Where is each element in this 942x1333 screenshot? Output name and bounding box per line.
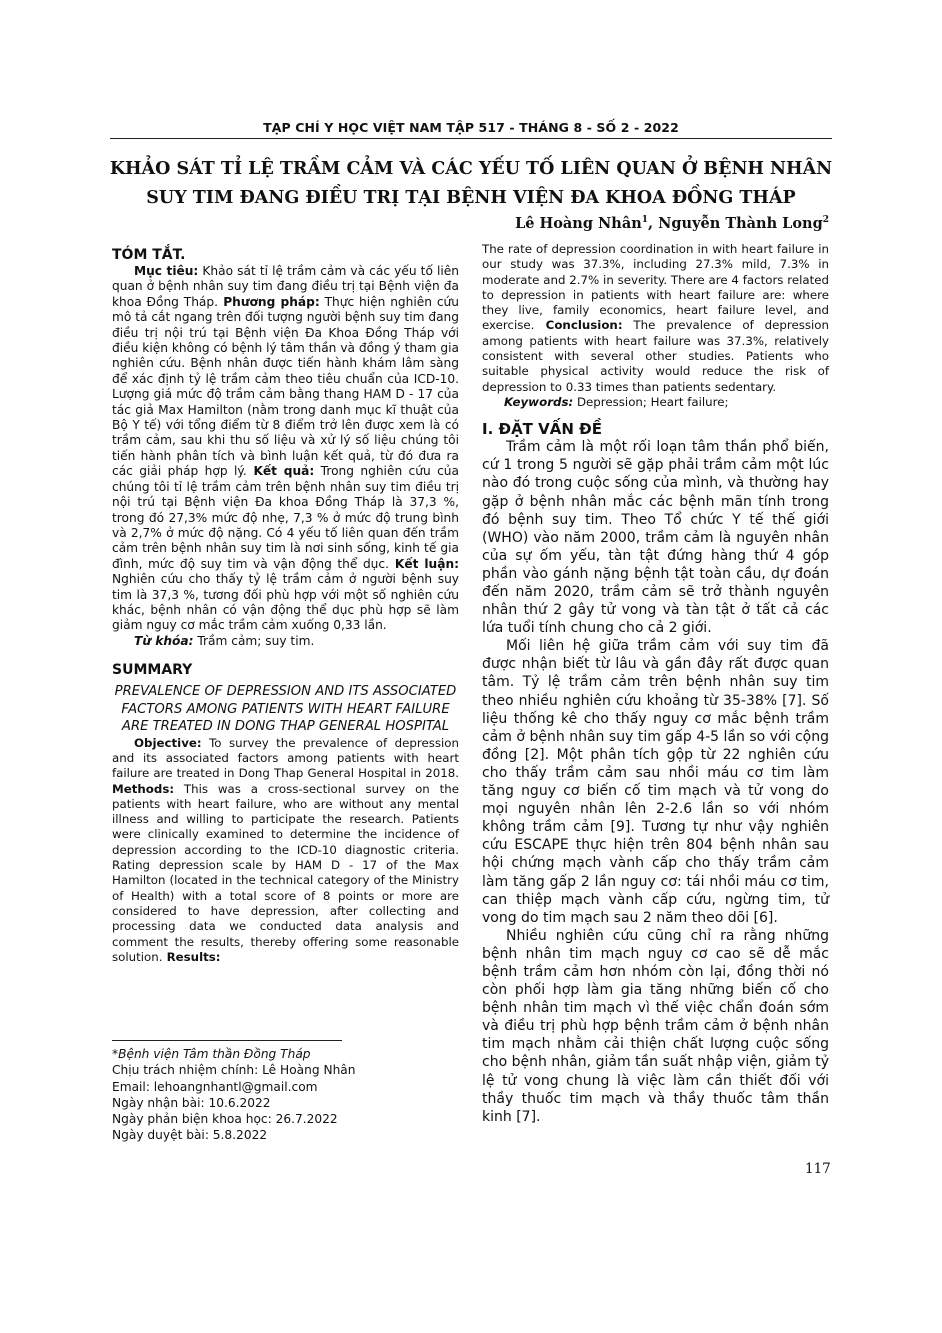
results-en: The rate of depression coordination in with heart failure in our study was 37.3%, including 27.3% mild, 7.3% in moderate and 2.7% in severity. There are 4 factors related to depression in patients with heart failure are: where they live, family economics, heart failure level, and exercise. [482, 242, 829, 333]
author-2: Nguyễn Thành Long [658, 215, 823, 232]
keywords-en [482, 395, 829, 410]
label-results-en: Results: [162, 949, 221, 964]
label-conclusion-vi: Kết luận: [389, 556, 460, 571]
label-results-vi: Kết quả: [246, 464, 315, 479]
intro-heading: I. ĐẶT VẤN ĐỀ [482, 420, 602, 439]
label-conclusion-en: Conclusion: [534, 318, 623, 333]
label-objective-en: Objective: [134, 735, 202, 750]
conclusion-en: The prevalence of depression among patients with heart failure was 37.3%, relatively consistent with several other studies. Patients who suitable physical activity would reduce the risk of depression to 0.33 times than patients sedentary. [482, 318, 829, 394]
summary-heading: SUMMARY [112, 662, 193, 679]
keywords-vi [112, 634, 459, 649]
article-title [100, 155, 842, 213]
footnote-responsible: Chịu trách nhiệm chính: Lê Hoàng Nhân [112, 1063, 356, 1078]
author-2-affil: 2 [822, 215, 829, 226]
author-separator: , [648, 215, 659, 232]
keywords-en-text: Depression; Heart failure; [573, 394, 729, 409]
methods-vi: Thực hiện nghiên cứu mô tả cắt ngang trên đối tượng người bệnh suy tim đang điều trị nội trú tại Bệnh viện Đa Khoa Đồng Tháp với điều kiện không có bệnh lý tâm thần và đồng ý tham gia nghiên cứu. Bệnh nhân được tiến hành khám lâm sàng để xác định tỷ lệ trầm cảm theo tiêu chuẩn của ICD-10. Lượng giá mức độ trầm cảm bằng thang HAM D - 17 của tác giả Max Hamilton (nằm trong danh mục kĩ thuật của Bộ Y tế) với tổng điểm từ 8 điểm trở lên được xem là có trầm cảm, sau khi thu số liệu và xử lý số liệu chúng tôi tiến hành phân tích và bình luận kết quả, từ đó đưa ra các giải pháp hợp lý. [112, 294, 459, 479]
left-column [112, 246, 459, 965]
label-objective-vi: Mục tiêu: [134, 264, 199, 278]
label-keywords-vi: Từ khóa: [134, 633, 194, 648]
label-methods-vi: Phương pháp: [218, 294, 320, 309]
footnote-email: Email: lehoangnhantl@gmail.com [112, 1079, 318, 1094]
methods-en: This was a cross-sectional survey on the patients with heart failure, who are without any mental illness and willing to participate the research. Patients were clinically examined to determine the incidence of depression according to the ICD-10 diagnostic criteria. Rating depression scale by HAM D - 17 of the Max Hamilton (located in the technical category of the Ministry of Health) with a total score of 8 points or more are considered to have depression, after collecting and processing data we conducted data analysis and comment the results, thereby offering some reasonable solution. [112, 781, 459, 964]
label-keywords-en: Keywords: [504, 394, 574, 409]
keywords-vi-text: Trầm cảm; suy tim. [193, 633, 315, 648]
conclusion-vi: Nghiên cứu cho thấy tỷ lệ trầm cảm ở người bệnh suy tim là 37,3 %, tương đối phù hợp với một số nghiên cứu khác, bệnh nhân có vận động thể dục phù hợp sẽ làm giảm nguy cơ mắc trầm cảm xuống 0,33 lần. [112, 572, 459, 633]
title-line-2: SUY TIM ĐANG ĐIỀU TRỊ TẠI BỆNH VIỆN ĐA KHOA ĐỒNG THÁP [146, 188, 796, 208]
summary-body [112, 736, 459, 965]
title-line-1: KHẢO SÁT TỈ LỆ TRẦM CẢM VÀ CÁC YẾU TỐ LIÊN QUAN Ở BỆNH NHÂN [109, 159, 833, 179]
abstract-vi-heading: TÓM TẮT. [112, 247, 186, 263]
objective-en: To survey the prevalence of depression and its associated factors among patients with heart failure are treated in Dong Thap General Hospital in 2018. [112, 735, 459, 781]
footnotes [112, 1046, 356, 1144]
abstract-vi-body [112, 264, 459, 634]
authors [515, 215, 829, 232]
label-methods-en: Methods: [112, 781, 175, 796]
footnote-approved: Ngày duyệt bài: 5.8.2022 [112, 1128, 268, 1143]
page-number: 117 [805, 1161, 831, 1177]
right-column [482, 242, 829, 1126]
results-vi: Trong nghiên cứu của chúng tôi tỉ lệ trầm cảm trên bệnh nhân suy tim điều trị nội trú tại Bệnh viện Đa khoa Đồng Tháp là 37,3 %, trong đó 27,3% mức độ nhẹ, 7,3 % ở mức độ trung bình và 2,7% ở mức độ nặng. Có 4 yếu tố liên quan đến trầm cảm trên bệnh nhân suy tim là nơi sinh sống, kinh tế gia đình, mức độ suy tim và vận động thể dục. [112, 464, 459, 571]
header-rule [110, 138, 832, 139]
footnote-reviewed: Ngày phản biện khoa học: 26.7.2022 [112, 1112, 338, 1127]
footnote-affiliation: *Bệnh viện Tâm thần Đồng Tháp [112, 1047, 311, 1061]
intro-paragraph-3: Nhiều nghiên cứu cũng chỉ ra rằng những bệnh nhân tim mạch nguy cơ cao sẽ dễ mắc bệnh trầm cảm hơn nhóm còn lại, đồng thời nó còn phối hợp làm gia tăng những biến cố cho bệnh nhân tim mạch vì thế việc chẩn đoán sớm và điều trị phù hợp bệnh trầm cảm ở bệnh nhân tim mạch nhằm cải thiện chất lượng cuộc sống cho bệnh nhân, giảm tần suất nhập viện, giảm tỷ lệ tử vong chung là việc làm cần thiết đối với thầy thuốc tim mạch và thầy thuốc tâm thần kinh [7]. [482, 927, 829, 1125]
author-1-affil: 1 [641, 215, 649, 226]
footnote-rule [112, 1040, 342, 1041]
summary-body-continued [482, 242, 829, 395]
intro-body [482, 438, 829, 1126]
objective-vi: Khảo sát tỉ lệ trầm cảm và các yếu tố liên quan ở bệnh nhân suy tim đang điều trị tại Bệnh viện đa khoa Đồng Tháp. [112, 264, 459, 309]
summary-title: PREVALENCE OF DEPRESSION AND ITS ASSOCIATED FACTORS AMONG PATIENTS WITH HEART FAILURE ARE TREATED IN DONG THAP GENERAL HOSPITAL [114, 684, 457, 735]
intro-paragraph-1: Trầm cảm là một rối loạn tâm thần phổ biến, cứ 1 trong 5 người sẽ gặp phải trầm cảm một lúc nào đó trong cuộc sống của mình, và thường hay gặp ở bệnh nhân mắc các bệnh mãn tính trong đó bệnh suy tim. Theo Tổ chức Y tế thế giới (WHO) vào năm 2000, trầm cảm là nguyên nhân của sự ốm yếu, tàn tật đứng hàng thứ 4 góp phần vào gánh nặng bệnh tật toàn cầu, dự đoán đến năm 2020, trầm cảm sẽ trở thành nguyên nhân thứ 2 gây tử vong và tàn tật ở tất cả các lứa tuổi tính chung cho cả 2 giới. [482, 439, 829, 637]
journal-header: TẠP CHÍ Y HỌC VIỆT NAM TẬP 517 - THÁNG 8 - SỐ 2 - 2022 [263, 120, 679, 135]
footnote-received: Ngày nhận bài: 10.6.2022 [112, 1095, 271, 1110]
author-1: Lê Hoàng Nhân [515, 215, 642, 232]
intro-paragraph-2: Mối liên hệ giữa trầm cảm với suy tim đã được nhận biết từ lâu và gần đây rất được quan tâm. Tỷ lệ trầm cảm trên bệnh nhân suy tim theo nhiều nghiên cứu khoảng từ 35-38% [7]. Số liệu thống kê cho thấy nguy cơ mắc bệnh trầm cảm ở bệnh nhân suy tim gấp 4-5 lần so với cộng đồng [2]. Một phân tích gộp từ 22 nghiên cứu cho thấy trầm cảm sau nhồi máu cơ tim làm tăng nguy cơ biến cố tim mạch và tử vong do mọi nguyên nhân lên 2-2.6 lần so với nhóm không trầm cảm [9]. Tương tự như vậy nghiên cứu ESCAPE thực hiện trên 804 bệnh nhân sau hội chứng mạch vành cấp cho thấy trầm cảm làm tăng gấp 2 lần nguy cơ: tái nhồi máu cơ tim, can thiệp mạch vành cấp cứu, ngừng tim, tử vong do tim mạch sau 2 năm theo dõi [6]. [482, 638, 829, 926]
